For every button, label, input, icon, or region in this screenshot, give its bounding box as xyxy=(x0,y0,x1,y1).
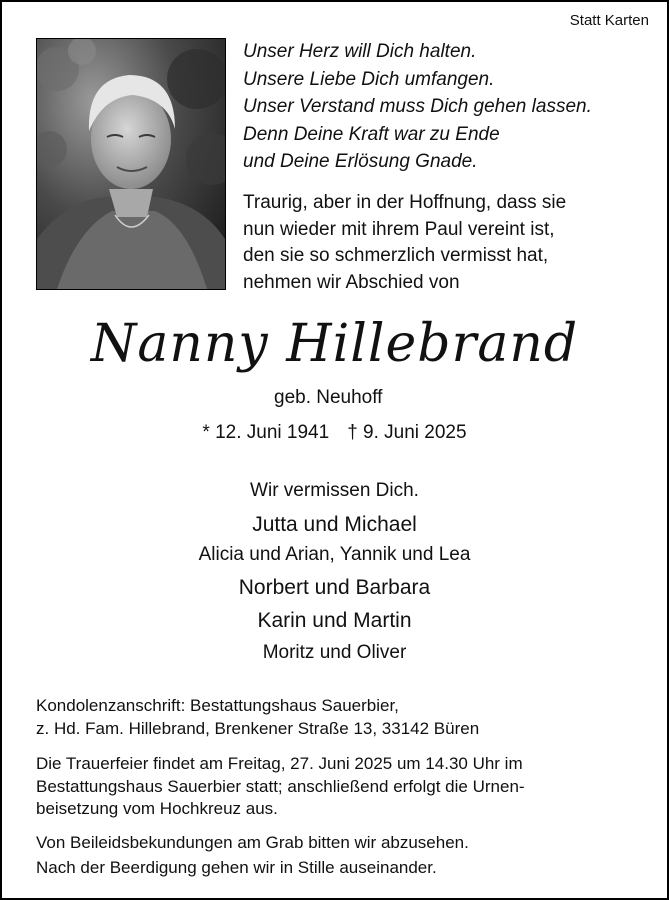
family-karin-martin: Karin und Martin xyxy=(257,609,412,632)
poem-line: Unser Verstand muss Dich gehen lassen. xyxy=(243,96,592,117)
birth-date: * 12. Juni 1941 xyxy=(202,422,330,443)
death-date: † 9. Juni 2025 xyxy=(347,422,467,443)
poem-line: Unsere Liebe Dich umfangen. xyxy=(243,68,495,90)
intro-text xyxy=(243,190,566,296)
portrait-photo xyxy=(36,38,226,290)
note-line: Nach der Beerdigung gehen wir in Stille auseinander. xyxy=(36,857,437,877)
poem-line: Unser Herz will Dich halten. xyxy=(243,41,477,62)
mourners-headline: Wir vermissen Dich. xyxy=(250,480,419,501)
statt-karten-label: Statt Karten xyxy=(569,12,649,29)
family-children-3: Moritz und Oliver xyxy=(262,642,407,663)
poem xyxy=(243,38,592,176)
funeral-line: Bestattungshaus Sauerbier statt; anschließend erfolgt die Urnen- xyxy=(36,776,525,796)
family-norbert-barbara: Norbert und Barbara xyxy=(238,576,431,599)
note-line: Von Beileidsbekundungen am Grab bitten wir abzusehen. xyxy=(36,833,469,852)
funeral-line: beisetzung vom Hochkreuz aus. xyxy=(36,799,278,818)
family-children-1: Alicia und Arian, Yannik und Lea xyxy=(198,544,471,565)
intro-line: nun wieder mit ihrem Paul vereint ist, xyxy=(243,218,555,240)
life-dates xyxy=(2,422,667,444)
funeral-line: Die Trauerfeier findet am Freitag, 27. Juni 2025 um 14.30 Uhr im xyxy=(36,754,523,773)
condolence-line: z. Hd. Fam. Hillebrand, Brenkener Straße 13, 33142 Büren xyxy=(36,718,480,738)
intro-line: den sie so schmerzlich vermisst hat, xyxy=(243,245,549,266)
deceased-name: Nanny Hillebrand xyxy=(90,314,579,374)
condolence-address xyxy=(36,695,479,740)
funeral-info xyxy=(36,753,525,821)
portrait-image xyxy=(37,39,225,289)
maiden-name: geb. Neuhoff xyxy=(274,387,383,408)
poem-line: Denn Deine Kraft war zu Ende xyxy=(243,123,500,145)
closing-notes xyxy=(36,832,469,879)
intro-line: nehmen wir Abschied von xyxy=(243,271,460,293)
family-jutta-michael: Jutta und Michael xyxy=(252,513,417,536)
intro-line: Traurig, aber in der Hoffnung, dass sie xyxy=(243,192,567,213)
condolence-line: Kondolenzanschrift: Bestattungshaus Sauerbier, xyxy=(36,696,399,715)
poem-line: und Deine Erlösung Gnade. xyxy=(243,151,478,172)
